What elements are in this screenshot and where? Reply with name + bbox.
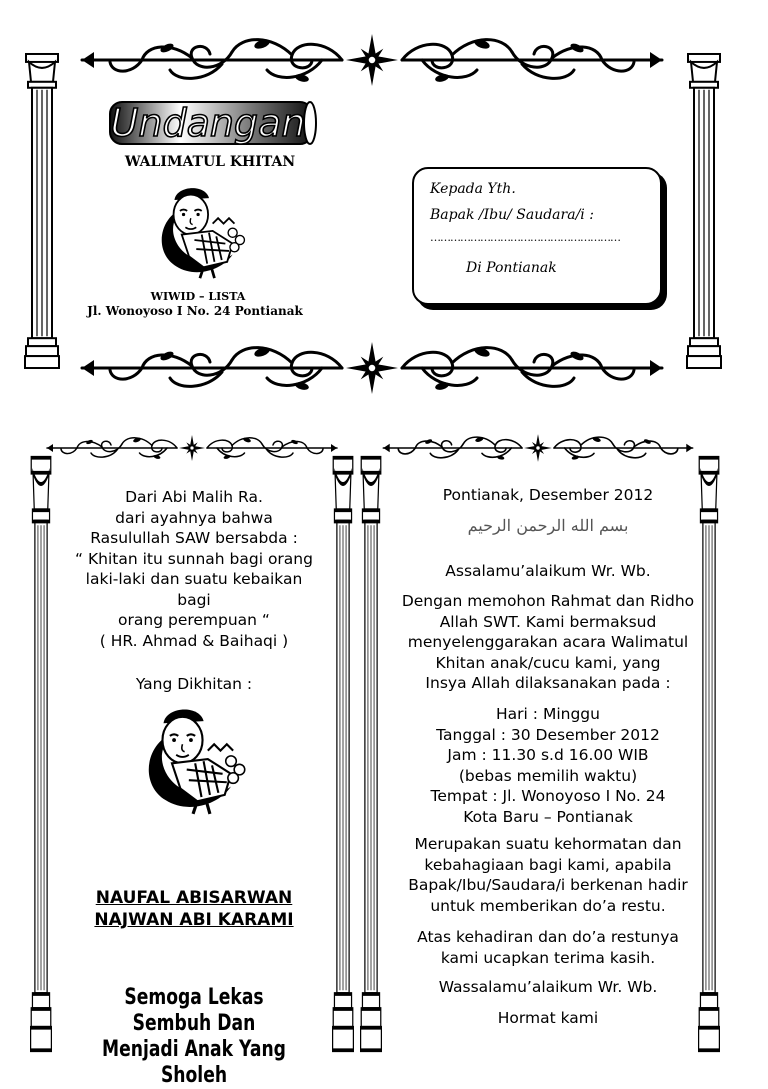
invitation-date: Pontianak, Desember 2012	[442, 486, 654, 504]
intro-line: menyelenggarakan acara Walimatul	[407, 633, 689, 651]
top-scroll-ornament	[56, 30, 688, 90]
intro-line: Khitan anak/cucu kami, yang	[435, 653, 661, 672]
thanks-line: kami ucapkan terima kasih.	[440, 948, 656, 967]
hadith-line: bagi	[177, 590, 211, 609]
hadith-line: laki-laki dan suatu kebaikan	[85, 570, 303, 588]
invitation-title: Undangan	[110, 101, 306, 145]
wish-line: Menjadi Anak Yang Sholeh	[102, 1037, 286, 1088]
sender-name: WIWID – LISTA	[150, 290, 246, 300]
thanks-statement	[378, 927, 718, 968]
hadith-line: Rasulullah SAW bersabda :	[90, 529, 298, 547]
hadith-quote	[52, 487, 336, 651]
closing-greeting: Wassalamu’alaikum Wr. Wb.	[438, 978, 658, 996]
wish-text	[83, 985, 305, 1089]
child-names	[52, 887, 336, 931]
right-pillar	[686, 52, 722, 370]
event-venue: Tempat : Jl. Wonoyoso I No. 24	[430, 787, 666, 805]
thanks-line: Atas kehadiran dan do’a restunya	[417, 928, 679, 946]
honor-line: untuk memberikan do’a restu.	[430, 896, 666, 915]
opening-greeting: Assalamu’alaikum Wr. Wb.	[445, 562, 651, 580]
event-details	[378, 704, 718, 827]
wish-line: Semoga Lekas Sembuh Dan	[124, 985, 264, 1036]
honor-line: Merupakan suatu kehormatan dan	[414, 835, 682, 853]
left-panel-scroll-ornament	[42, 420, 342, 476]
child-name: NAJWAN ABI KARAMI	[94, 910, 294, 930]
right-panel-scroll-ornament	[378, 420, 698, 476]
intro-line: Dengan memohon Rahmat dan Ridho	[401, 592, 695, 610]
recipient-address-box	[412, 167, 662, 305]
hadith-line: Dari Abi Malih Ra.	[125, 488, 263, 506]
hadith-line: ( HR. Ahmad & Baihaqi )	[99, 631, 289, 650]
left-panel-left-pillar	[30, 454, 52, 1054]
honor-line: Bapak/Ibu/Saudara/i berkenan hadir	[408, 876, 688, 894]
event-time-note: (bebas memilih waktu)	[458, 766, 638, 785]
intro-line: Insya Allah dilaksanakan pada :	[425, 674, 671, 692]
basmalah-calligraphy: بسم الله الرحمن الرحيم	[467, 516, 629, 535]
hadith-line: dari ayahnya bahwa	[115, 508, 273, 527]
event-date: Tanggal : 30 Desember 2012	[436, 725, 660, 744]
sender-address: Jl. Wonoyoso I No. 24 Pontianak	[87, 304, 303, 318]
invitation-intro	[378, 591, 718, 694]
recipient-city: Di Pontianak	[466, 260, 557, 276]
invitation-title-banner	[108, 98, 318, 148]
hadith-line: “ Khitan itu sunnah bagi orang	[75, 549, 313, 568]
recipient-salutation: Bapak /Ibu/ Saudara/i :	[430, 207, 594, 223]
intro-line: Allah SWT. Kami bermaksud	[439, 612, 657, 631]
recipient-to-label: Kepada Yth.	[430, 181, 516, 197]
boy-illustration-bottom	[134, 700, 250, 816]
honor-line: kebahagiaan bagi kami, apabila	[424, 855, 672, 874]
circumcised-label: Yang Dikhitan :	[135, 675, 253, 693]
event-venue-city: Kota Baru – Pontianak	[463, 807, 633, 826]
boy-illustration-top	[144, 180, 254, 280]
event-subtitle: WALIMATUL KHITAN	[124, 154, 296, 170]
bottom-scroll-ornament	[56, 338, 688, 398]
child-name: NAUFAL ABISARWAN	[95, 888, 293, 908]
left-pillar	[24, 52, 60, 370]
hadith-line: orang perempuan “	[118, 611, 270, 629]
honor-statement	[378, 834, 718, 916]
event-time: Jam : 11.30 s.d 16.00 WIB	[447, 746, 649, 764]
event-day: Hari : Minggu	[496, 705, 600, 723]
sign-off: Hormat kami	[497, 1009, 599, 1027]
recipient-name-blank: …………………………………………………	[430, 231, 620, 244]
